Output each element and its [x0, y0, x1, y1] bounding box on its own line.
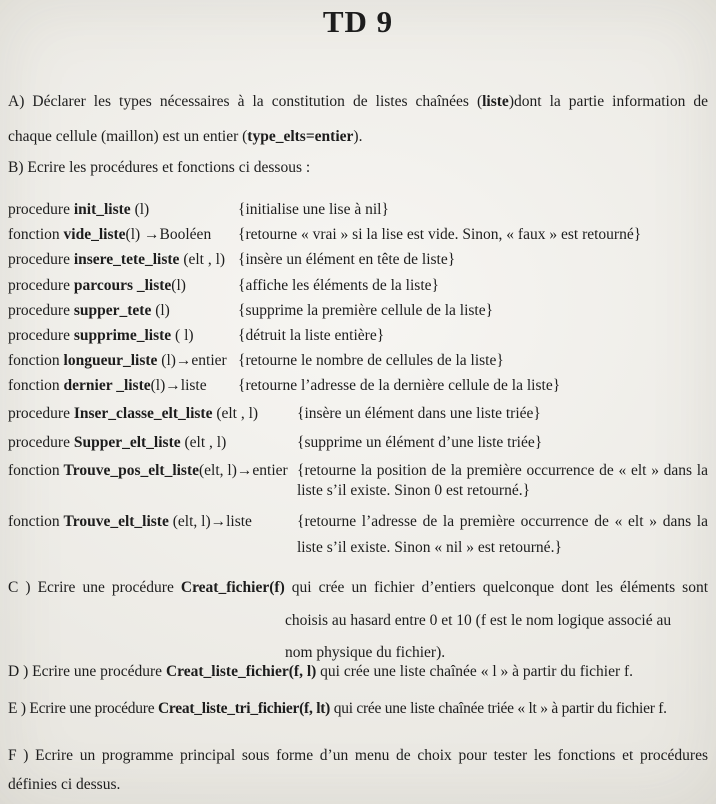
- procedure-row: [8, 429, 708, 458]
- section-b-heading: B) Ecrire les procédures et fonctions ci dessous :: [8, 159, 311, 176]
- section-a-line2: chaque cellule (maillon) est un entier (type_elts=entier).: [8, 128, 363, 145]
- procedure-row: [8, 461, 708, 500]
- section-c-line3: nom physique du fichier).: [285, 644, 446, 661]
- procedure-description: [297, 461, 708, 500]
- procedure-signature: procedure insere_tete_liste (elt , l): [8, 251, 226, 269]
- procedure-row: [8, 323, 708, 348]
- procedure-description: {retourne l’adresse de la dernière cellule de la liste}: [238, 377, 561, 395]
- description-line: liste s’il existe. Sinon 0 est retourné.}: [297, 481, 531, 499]
- procedure-row: [8, 222, 708, 247]
- procedure-signature: procedure init_liste (l): [8, 201, 150, 218]
- section-c-line2: choisis au hasard entre 0 et 10 (f est le nom logique associé au: [285, 611, 672, 629]
- section-f-line2: définies ci dessus.: [8, 775, 121, 793]
- procedure-row: [8, 197, 708, 222]
- procedure-list-group2: [8, 400, 708, 560]
- section-d-paragraph: D ) Ecrire une procédure Creat_liste_fichier(f, l) qui crée une liste chaînée « l » à partir du fichier f.: [8, 663, 634, 680]
- section-a-line1: A) Déclarer les types nécessaires à la constitution de listes chaînées (liste)dont la partie information de: [8, 93, 708, 110]
- procedure-description: {détruit la liste entière}: [238, 326, 385, 344]
- procedure-list-group1: [8, 197, 708, 399]
- procedure-description: {initialise une lise à nil}: [238, 201, 389, 218]
- procedure-row: [8, 348, 708, 373]
- procedure-signature: fonction longueur_liste (l)→entier: [8, 352, 227, 370]
- procedure-row: [8, 400, 708, 429]
- procedure-signature: procedure Inser_classe_elt_liste (elt , l): [8, 405, 259, 422]
- procedure-signature: fonction Trouve_elt_liste (elt, l)→liste: [8, 513, 252, 530]
- procedure-description: {supprime la première cellule de la liste}: [238, 301, 494, 319]
- procedure-row: [8, 298, 708, 323]
- procedure-row: [8, 273, 708, 298]
- procedure-signature: fonction vide_liste(l) →Booléen: [8, 226, 212, 244]
- section-e-paragraph: E ) Ecrire une procédure Creat_liste_tri_fichier(f, lt) qui crée une liste chaînée triée « lt » à partir du fichier f.: [8, 700, 667, 717]
- procedure-description: {insère un élément en tête de liste}: [238, 251, 456, 269]
- section-c-line1: C ) Ecrire une procédure Creat_fichier(f) qui crée un fichier d’entiers quelconque dont les éléments sont: [8, 579, 708, 596]
- procedure-description: {supprime un élément d’une liste triée}: [297, 433, 543, 451]
- procedure-description: {affiche les éléments de la liste}: [238, 276, 439, 294]
- procedure-description: {insère un élément dans une liste triée}: [297, 405, 541, 422]
- procedure-signature: procedure supper_tete (l): [8, 301, 170, 319]
- procedure-row: [8, 247, 708, 272]
- procedure-row: [8, 373, 708, 398]
- procedure-description: [297, 509, 708, 560]
- description-line: {retourne la position de la première occurrence de « elt » dans la: [297, 462, 708, 479]
- procedure-signature: fonction Trouve_pos_elt_liste(elt, l)→entier: [8, 462, 288, 479]
- section-f-paragraph: [8, 742, 708, 799]
- document-title: TD 9: [322, 4, 394, 39]
- procedure-signature: procedure Supper_elt_liste (elt , l): [8, 433, 227, 451]
- section-c-paragraph: [8, 572, 708, 670]
- description-line: {retourne l’adresse de la première occurrence de « elt » dans la: [297, 513, 708, 530]
- procedure-description: {retourne le nombre de cellules de la liste}: [238, 352, 504, 370]
- procedure-signature: procedure supprime_liste ( l): [8, 326, 194, 344]
- section-a-paragraph: [8, 84, 708, 154]
- description-line: liste s’il existe. Sinon « nil » est retourné.}: [297, 538, 562, 556]
- procedure-description: {retourne « vrai » si la lise est vide. Sinon, « faux » est retourné}: [238, 226, 642, 244]
- procedure-row: [8, 509, 708, 560]
- section-f-line1: F ) Ecrire un programme principal sous forme d’un menu de choix pour tester les fonctions et procédures: [8, 747, 708, 764]
- procedure-signature: procedure parcours _liste(l): [8, 276, 186, 294]
- procedure-signature: fonction dernier _liste(l)→liste: [8, 377, 207, 395]
